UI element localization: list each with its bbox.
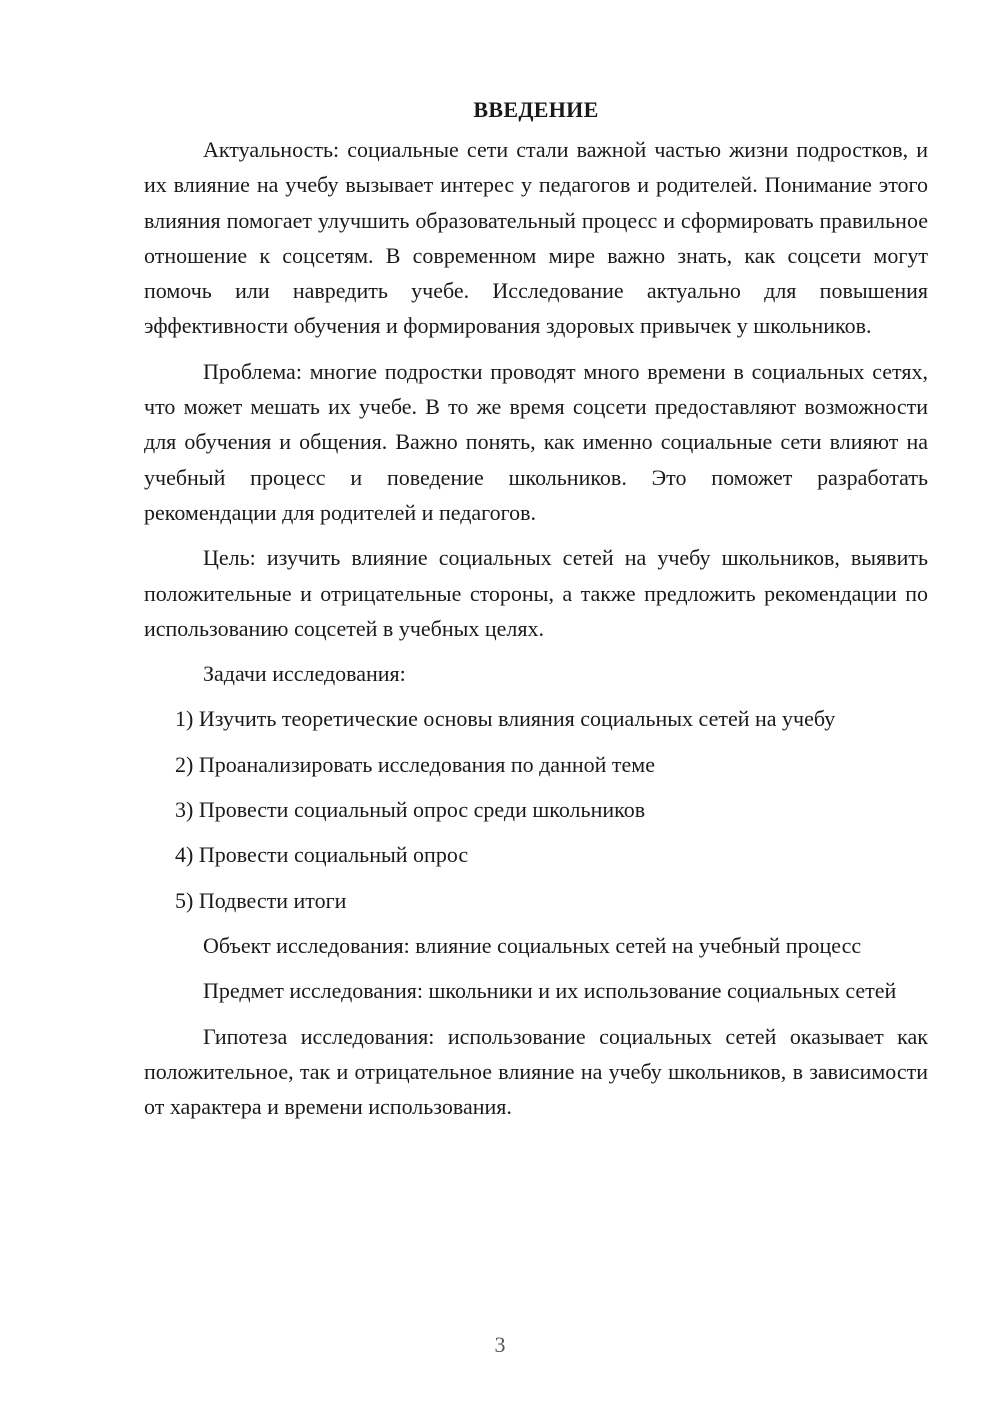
object-paragraph: Объект исследования: влияние социальных сетей на учебный процесс <box>203 932 862 958</box>
document-page <box>144 92 928 1134</box>
page-title: ВВЕДЕНИЕ <box>473 97 599 122</box>
page-number: 3 <box>494 1332 506 1357</box>
list-item: 3) Провести социальный опрос среди школьников <box>175 797 646 823</box>
hypothesis-paragraph: Гипотеза исследования: использование социальных сетей оказывает как положительное, так и отрицательное влияние на учебу школьников, в зависимости от характера и времени использования. <box>144 1023 928 1120</box>
goal-paragraph: Цель: изучить влияние социальных сетей на учебу школьников, выявить положительные и отрицательные стороны, а также предложить рекомендации по использованию соцсетей в учебных целях. <box>144 545 928 641</box>
list-item: 1) Изучить теоретические основы влияния социальных сетей на учебу <box>175 706 836 732</box>
subject-paragraph: Предмет исследования: школьники и их использование социальных сетей <box>203 978 897 1004</box>
list-item: 5) Подвести итоги <box>175 887 347 913</box>
relevance-paragraph: Актуальность: социальные сети стали важной частью жизни подростков, и их влияние на учебу вызывает интерес у педагогов и родителей. Понимание этого влияния помогает улучшить образовательный процесс и сформировать правильное отношение к соцсетям. В современном мире важно знать, как соцсети могут помочь или навредить учебе. Исследование актуально для повышения эффективности обучения и формирования здоровых привычек у школьников. <box>144 137 928 339</box>
tasks-list <box>144 701 928 917</box>
tasks-heading: Задачи исследования: <box>203 661 406 687</box>
list-item: 2) Проанализировать исследования по данной теме <box>175 751 655 777</box>
problem-paragraph: Проблема: многие подростки проводят много времени в социальных сетях, что может мешать их учебе. В то же время соцсети предоставляют возможности для обучения и общения. Важно понять, как именно социальные сети влияют на учебный процесс и поведение школьников. Это поможет разработать рекомендации для родителей и педагогов. <box>144 358 928 525</box>
list-item: 4) Провести социальный опрос <box>175 842 469 868</box>
